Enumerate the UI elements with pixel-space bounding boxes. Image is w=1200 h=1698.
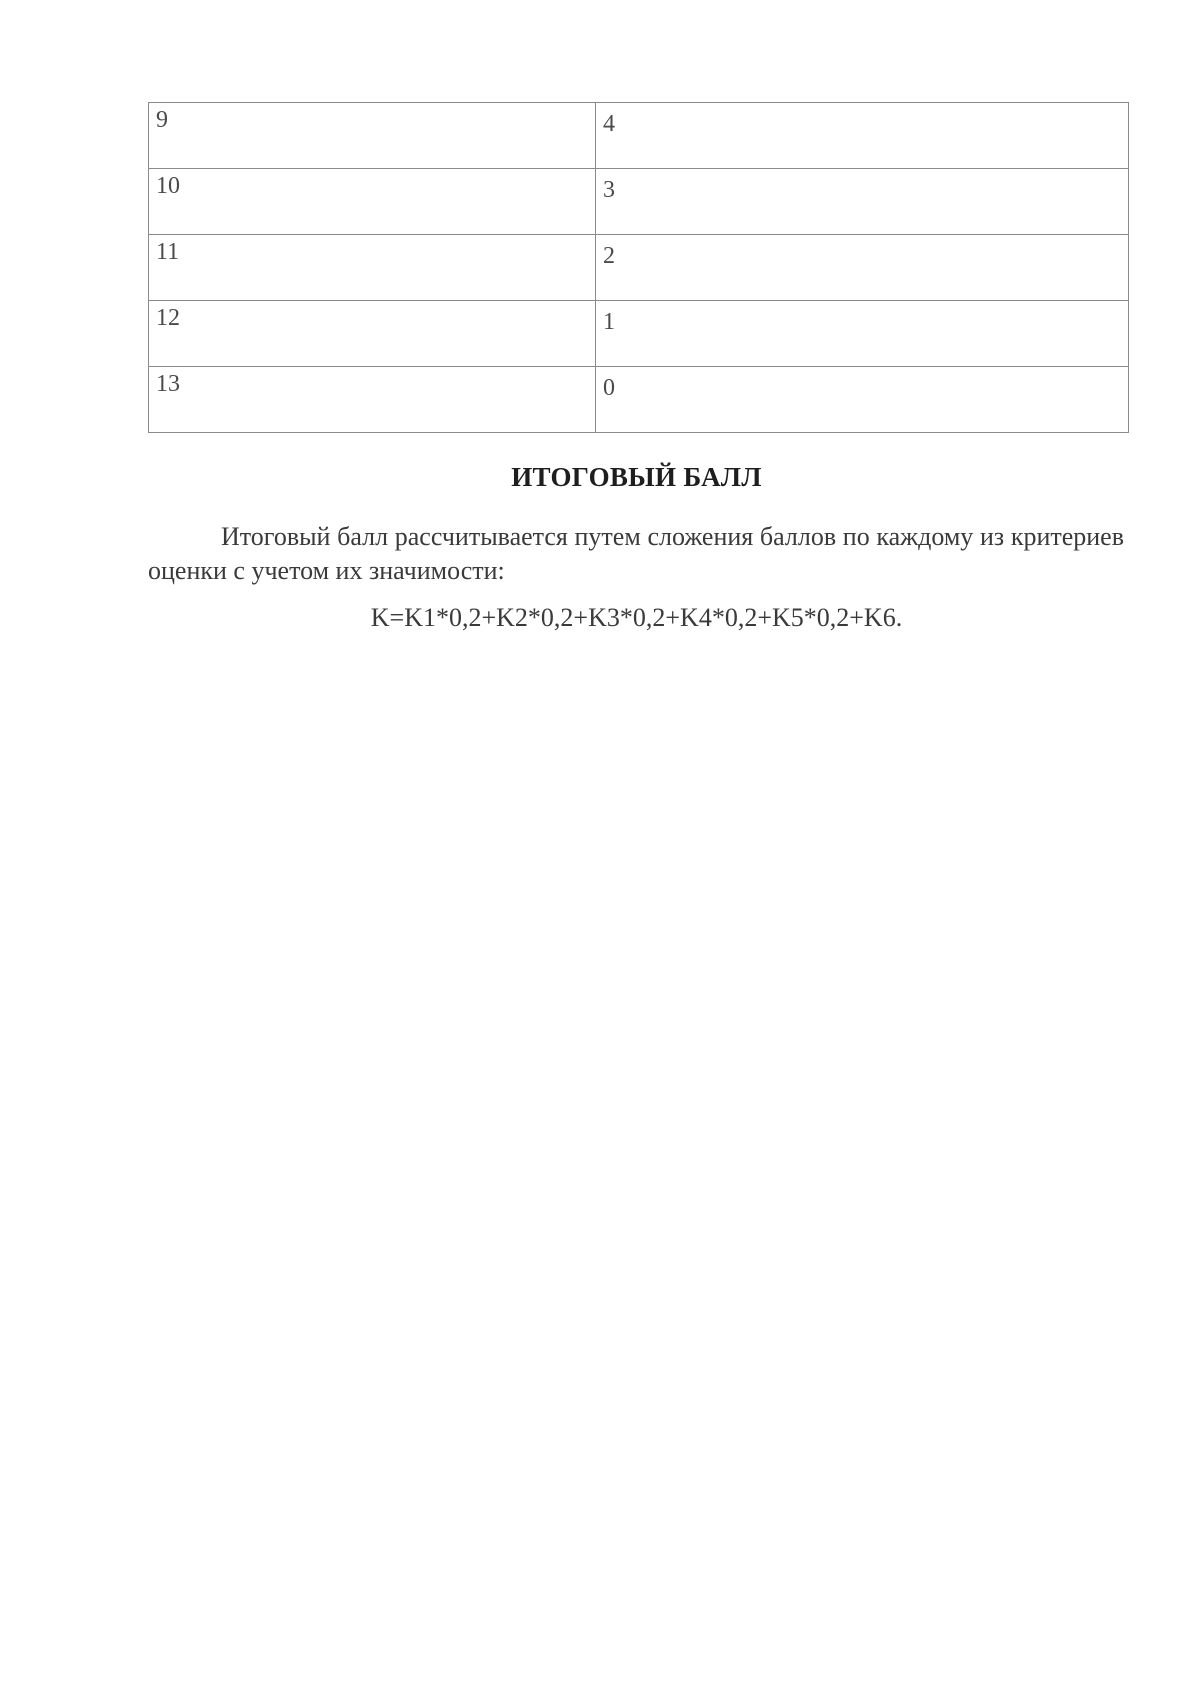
- table-cell-score: 2: [596, 235, 1129, 301]
- table-row: [149, 169, 1129, 235]
- score-table: [148, 102, 1129, 433]
- table-row: [149, 301, 1129, 367]
- table-row: [149, 235, 1129, 301]
- table-cell-value: 11: [149, 235, 596, 301]
- table-cell-score: 3: [596, 169, 1129, 235]
- table-cell-score: 0: [596, 367, 1129, 433]
- table-cell-value: 13: [149, 367, 596, 433]
- score-formula: K=K1*0,2+K2*0,2+K3*0,2+K4*0,2+K5*0,2+K6.: [370, 603, 903, 632]
- body-paragraph: Итоговый балл рассчитывается путем сложения баллов по каждому из критериев оценки с учетом их значимости:: [148, 522, 1124, 585]
- table-cell-score: 1: [596, 301, 1129, 367]
- section-heading: ИТОГОВЫЙ БАЛЛ: [511, 462, 762, 492]
- table-row: [149, 367, 1129, 433]
- table-row: [149, 103, 1129, 169]
- table-cell-value: 9: [149, 103, 596, 169]
- table-cell-score: 4: [596, 103, 1129, 169]
- table-cell-value: 10: [149, 169, 596, 235]
- table-cell-value: 12: [149, 301, 596, 367]
